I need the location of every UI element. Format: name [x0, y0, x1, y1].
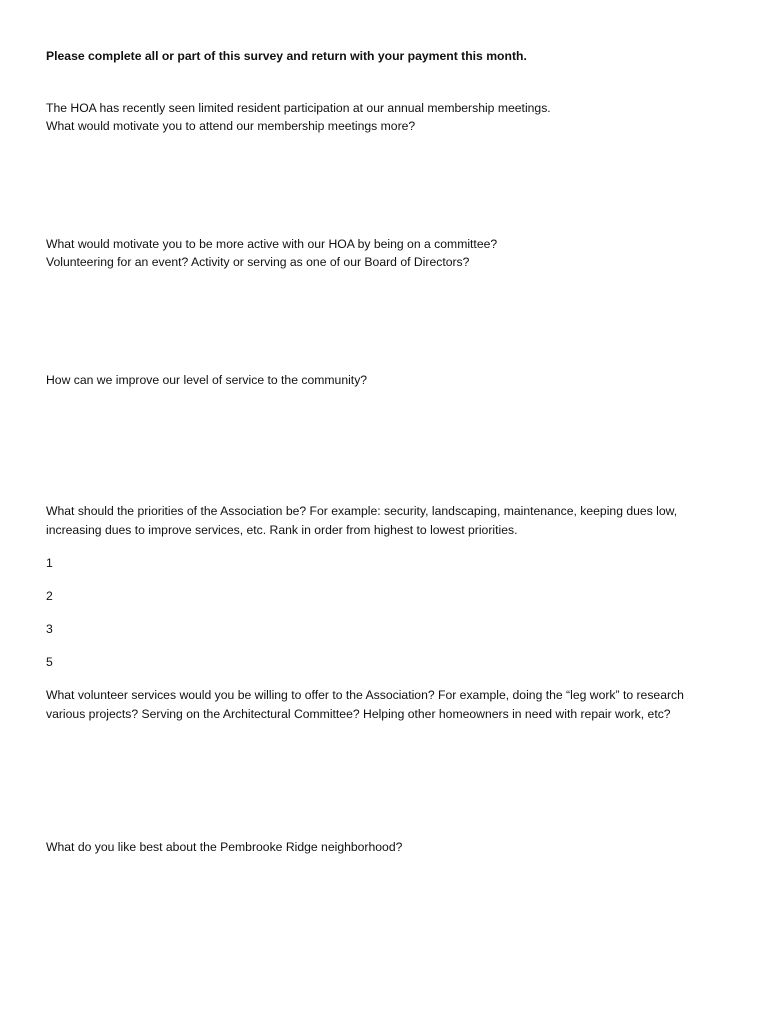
- question-5-line-2: various projects? Serving on the Architectural Committee? Helping other homeowners in need with repair work, etc?: [46, 707, 671, 721]
- rank-item-2: 2: [46, 589, 53, 603]
- question-4-line-1: What should the priorities of the Association be? For example: security, landscaping, maintenance, keeping dues low,: [46, 504, 678, 518]
- question-6-line-1: What do you like best about the Pembrooke Ridge neighborhood?: [46, 840, 403, 854]
- rank-item-1: 1: [46, 556, 53, 570]
- question-4-line-2: increasing dues to improve services, etc. Rank in order from highest to lowest priorities.: [46, 523, 518, 537]
- rank-item-3: 3: [46, 622, 53, 636]
- question-3-line-1: How can we improve our level of service to the community?: [46, 373, 368, 387]
- question-5-line-1: What volunteer services would you be willing to offer to the Association? For example, doing the “leg work” to research: [46, 688, 684, 702]
- question-2-line-1: What would motivate you to be more active with our HOA by being on a committee?: [46, 237, 498, 251]
- question-2-line-2: Volunteering for an event? Activity or serving as one of our Board of Directors?: [46, 255, 470, 269]
- question-1-line-1: The HOA has recently seen limited resident participation at our annual membership meetings.: [46, 101, 551, 115]
- survey-instructions: Please complete all or part of this survey and return with your payment this month.: [46, 49, 527, 63]
- question-1-line-2: What would motivate you to attend our membership meetings more?: [46, 119, 416, 133]
- rank-item-4: 5: [46, 655, 53, 669]
